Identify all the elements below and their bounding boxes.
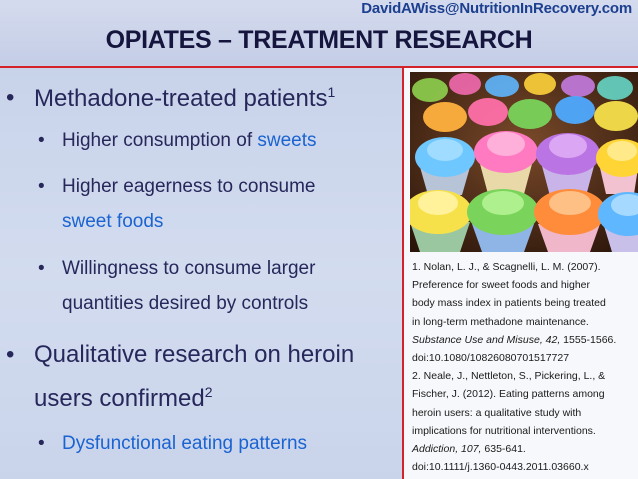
highlight-sweet-foods: sweet foods <box>62 211 164 232</box>
bullet-icon: • <box>6 341 15 368</box>
reference-2-line3: heroin users: a qualitative study with <box>412 406 582 419</box>
reference-2-line4: implications for nutritional interventions. <box>412 424 596 437</box>
reference-1-line1: 1. Nolan, L. J., & Scagnelli, L. M. (2007). <box>412 261 601 273</box>
references <box>412 258 634 476</box>
footnote-2: 2 <box>204 384 213 400</box>
reference-1-line2: Preference for sweet foods and higher <box>412 279 591 292</box>
reference-2-journal-line <box>412 440 634 458</box>
bullet-qualitative-text: users confirmed <box>34 385 205 412</box>
reference-2-doi: doi:10.1111/j.1360-0443.2011.03660.x <box>412 461 589 474</box>
bullet-icon: • <box>38 130 45 151</box>
vertical-divider <box>402 66 404 479</box>
reference-2-journal: Addiction, 107, <box>412 443 482 456</box>
reference-1-journal-line <box>412 331 634 349</box>
bullet-sweets <box>62 130 317 152</box>
bullet-icon: • <box>38 258 45 279</box>
bullet-willingness-line1: Willingness to consume larger <box>62 258 316 279</box>
bullet-icon: • <box>6 84 15 111</box>
reference-1-pages: 1555-1566. <box>560 333 617 346</box>
cupcakes-image-icon <box>410 72 638 252</box>
bullet-qualitative-line1: Qualitative research on heroin <box>34 341 355 368</box>
bullet-willingness-line2: quantities desired by controls <box>62 293 309 314</box>
horizontal-divider <box>0 66 638 68</box>
bullet-methadone <box>34 84 335 113</box>
reference-2-pages: 635-641. <box>481 443 526 456</box>
slide-title: OPIATES – TREATMENT RESEARCH <box>105 26 533 54</box>
bullet-eagerness: Higher eagerness to consume <box>62 176 316 197</box>
reference-2-line2: Fischer, J. (2012). Eating patterns among <box>412 388 605 401</box>
reference-2-line1: 2. Neale, J., Nettleton, S., Pickering, L., & <box>412 370 606 383</box>
bullet-methadone-text: Methadone-treated patients <box>34 85 328 112</box>
bullet-icon: • <box>38 176 45 197</box>
bullet-sweets-text: Higher consumption of <box>62 130 258 151</box>
reference-1-doi: doi:10.1080/10826080701517727 <box>412 352 570 365</box>
reference-1-line3: body mass index in patients being treated <box>412 297 606 310</box>
reference-1-journal: Substance Use and Misuse, 42, <box>412 333 561 346</box>
highlight-sweets: sweets <box>257 130 317 151</box>
footnote-1: 1 <box>327 84 336 100</box>
watermark-email: DavidAWiss@NutritionInRecovery.com <box>361 0 632 17</box>
bullet-qualitative-line2 <box>34 384 213 413</box>
reference-1-line4: in long-term methadone maintenance. <box>412 315 589 328</box>
cupcakes-photo <box>410 72 638 252</box>
bullet-icon: • <box>38 433 45 454</box>
highlight-dysfunctional: Dysfunctional eating patterns <box>62 433 308 454</box>
